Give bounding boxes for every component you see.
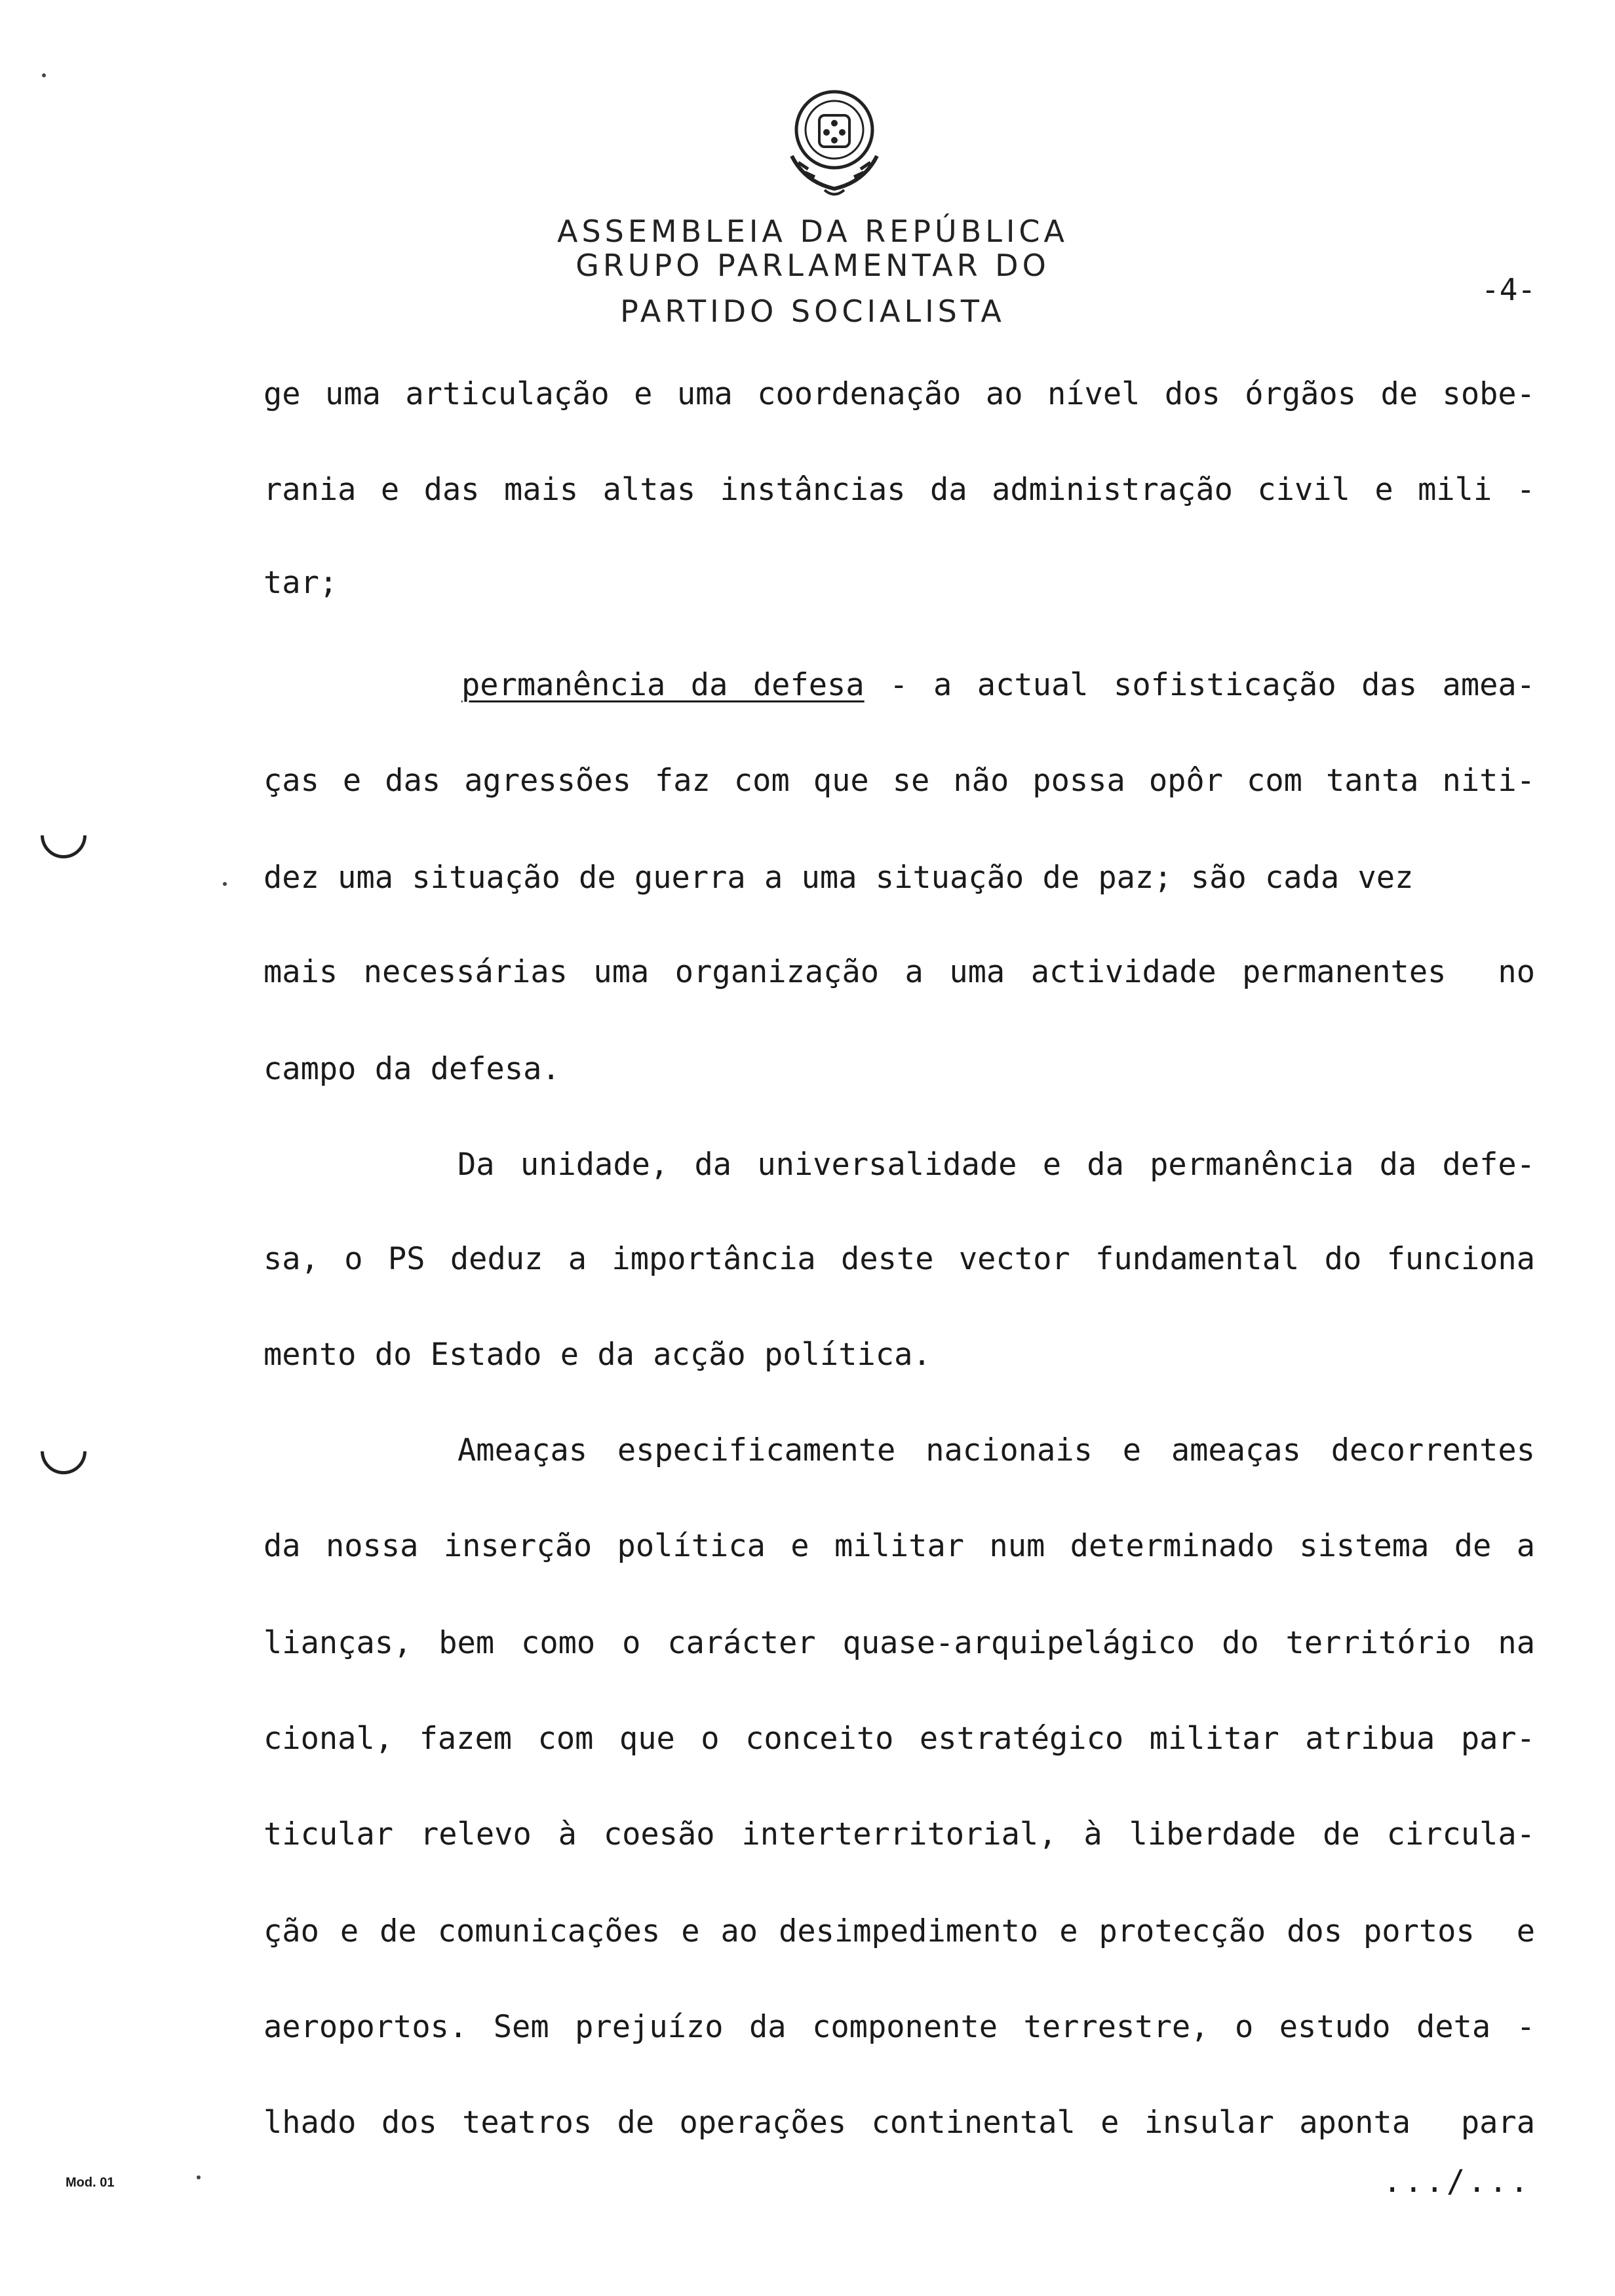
text-line: mento do Estado e da acção política. — [263, 1337, 931, 1373]
header-group: GRUPO PARLAMENTAR DO — [575, 248, 1050, 283]
scan-speck — [197, 2175, 201, 2179]
text-line: ças e das agressões faz com que se não possa opôr com tanta niti- — [263, 763, 1535, 799]
text-line: da nossa inserção política e militar num determinado sistema de a — [263, 1528, 1535, 1564]
underlined-term: permanência da defesa — [461, 667, 865, 703]
text-line: sa, o PS deduz a importância deste vector fundamental do funciona — [263, 1241, 1535, 1277]
text-line: aeroportos. Sem prejuízo da componente terrestre, o estudo deta - — [263, 2009, 1535, 2045]
page-number: -4- — [1481, 272, 1536, 307]
text-line: dez uma situação de guerra a uma situação de paz; são cada vez — [263, 860, 1414, 896]
text-line: permanência da defesa - a actual sofisticação das amea- — [461, 667, 1535, 703]
coat-of-arms-emblem — [779, 84, 890, 202]
header-party: PARTIDO SOCIALISTA — [620, 294, 1005, 329]
text-line: lianças, bem como o carácter quase-arquipelágico do território na — [263, 1625, 1535, 1661]
text-line: ção e de comunicações e ao desimpedimento e protecção dos portos e — [263, 1913, 1535, 1949]
scan-speck — [223, 882, 227, 886]
text-line: Da unidade, da universalidade e da permanência da defe- — [457, 1147, 1535, 1183]
form-code: Mod. 01 — [66, 2175, 115, 2190]
continuation-mark: .../... — [1383, 2164, 1532, 2200]
binder-hole-mark — [31, 1419, 96, 1484]
text-line: cional, fazem com que o conceito estratégico militar atribua par- — [263, 1721, 1535, 1757]
text-line: ticular relevo à coesão interterritorial, à liberdade de circula- — [263, 1816, 1535, 1852]
text-line: campo da defesa. — [263, 1051, 560, 1087]
binder-hole-mark — [31, 803, 96, 868]
text-line: tar; — [263, 565, 338, 601]
text-line: Ameaças especificamente nacionais e ameaças decorrentes — [457, 1432, 1535, 1468]
text-line: mais necessárias uma organização a uma actividade permanentes no — [263, 954, 1535, 990]
text-line: ge uma articulação e uma coordenação ao nível dos órgãos de sobe- — [263, 376, 1535, 412]
header-institution: ASSEMBLEIA DA REPÚBLICA — [556, 214, 1068, 249]
scan-speck — [42, 73, 46, 77]
text-line: rania e das mais altas instâncias da administração civil e mili - — [263, 472, 1535, 508]
text-line: lhado dos teatros de operações continental e insular aponta para — [263, 2105, 1535, 2141]
